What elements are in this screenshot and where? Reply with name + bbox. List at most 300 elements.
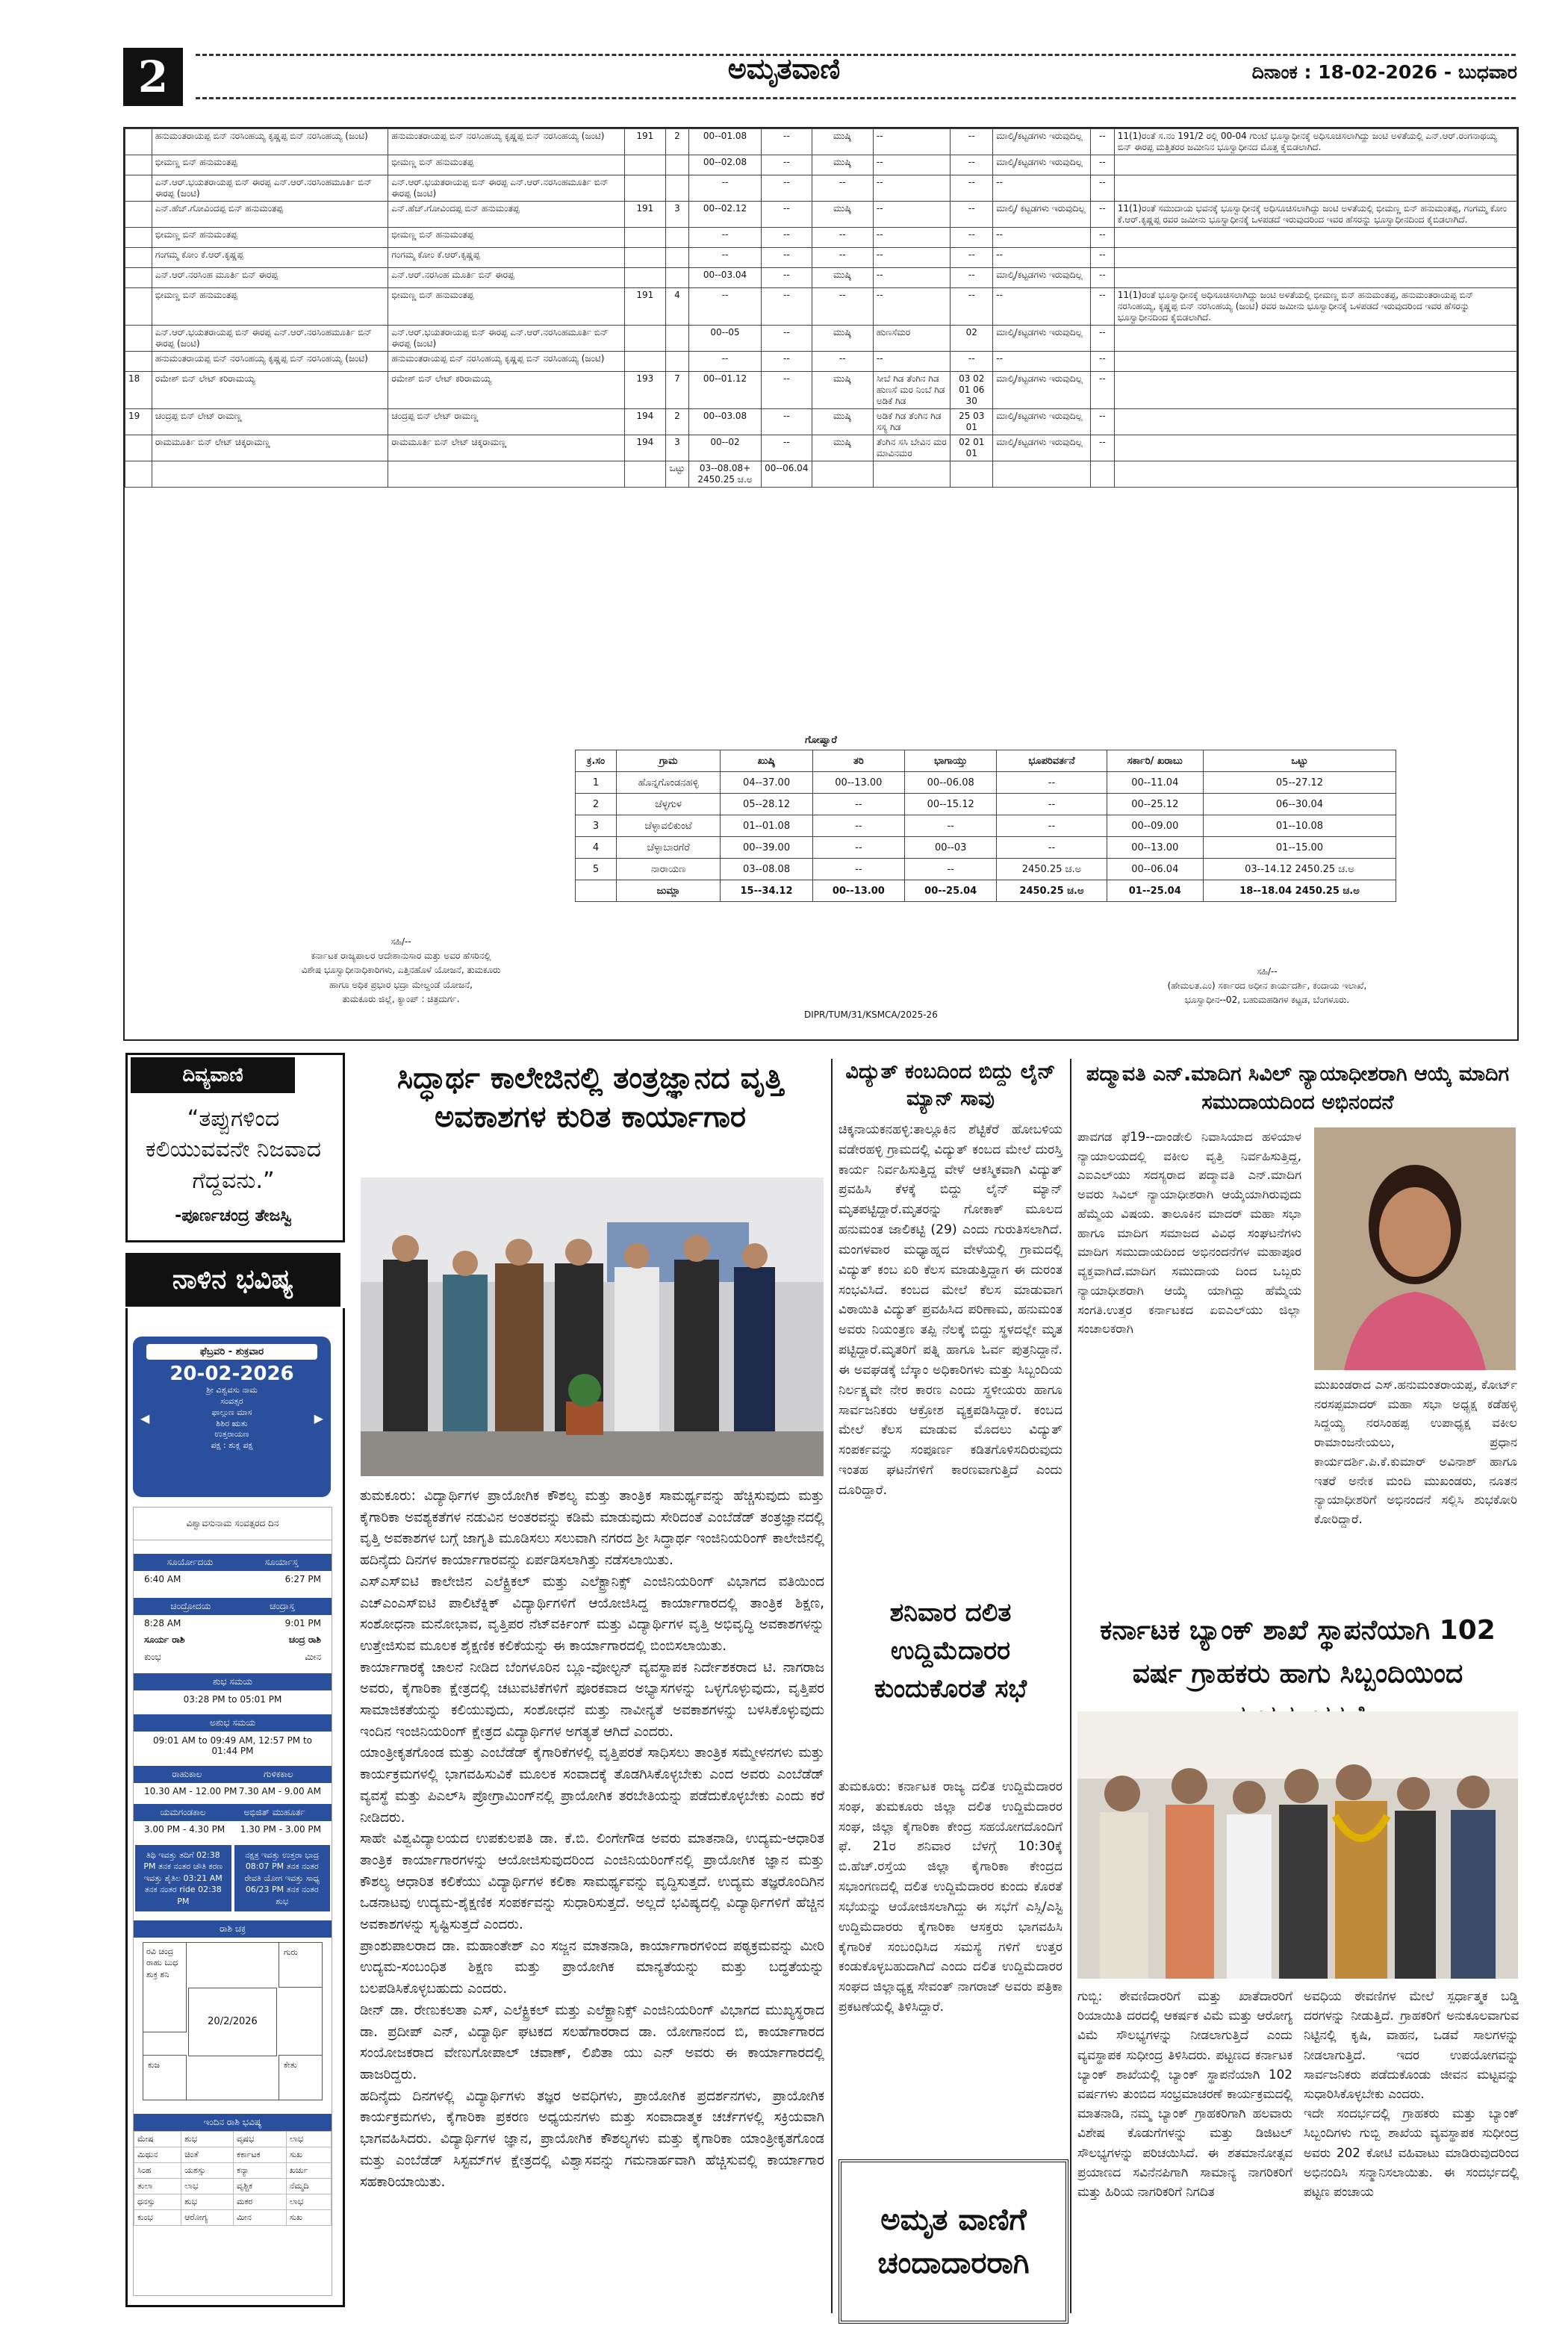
daily-rashi-cell: ಶುಭ	[181, 2131, 234, 2147]
land-table-cell: --	[873, 202, 950, 228]
column-divider-2	[1070, 1059, 1071, 2313]
land-table-cell	[388, 461, 625, 488]
gulika-label: ಗುಳಿಕಕಾಲ	[264, 1769, 293, 1779]
abhijit-value: 1.30 PM - 3.00 PM	[240, 1824, 321, 1835]
land-table-cell: --	[1091, 228, 1115, 248]
land-table-cell: ಮುಷ್ಕಿ	[812, 409, 873, 435]
column-divider-1	[831, 1059, 833, 2313]
land-table-cell: 11(1)ರಂತೆ ಸ.ನಂ 191/2 ರಲ್ಲಿ 00-04 ಗುಂಟೆ ಭೂಸ್ವಾಧೀನಕ್ಕೆ ಅಧಿಸೂಚಿಸಲಾಗಿದ್ದು ಜಂಟಿ ಅಳತೆಯಲ್ಲಿ ಎನ್.ಆರ್.ರಂಗನಾಥಯ್ಯ ಬಿನ್ ಈರಪ್ಪ ಮತ್ತಿತರರ ಜಮೀನಿನ ಭೂಸ್ವಾಧೀನದ ಮೊತ್ತ ಕೈಬಿಡಲಾಗಿದೆ.	[1114, 129, 1516, 155]
land-table-cell	[125, 288, 152, 326]
land-table-cell: 2	[665, 129, 688, 155]
land-table-cell: ಮುಷ್ಕಿ	[812, 129, 873, 155]
land-table-cell: ಮುಷ್ಕಿ	[812, 372, 873, 409]
land-table-cell: --	[951, 248, 993, 268]
land-table-cell: --	[1091, 352, 1115, 372]
summary-cell: 05--27.12	[1203, 772, 1396, 794]
land-table-cell: ಎನ್.ಆರ್.ಭಯತರಾಯಪ್ಪ ಬಿನ್ ಈರಪ್ಪ ಎನ್.ಆರ್.ನರಸಿಂಹಮೂರ್ತಿ ಬಿನ್ ಈರಪ್ಪ (ಜಂಟಿ)	[388, 326, 625, 352]
summary-cell: --	[905, 859, 997, 880]
daily-rashi-table	[134, 2131, 332, 2226]
summary-cell: 2	[576, 794, 617, 815]
daily-rashi-row	[134, 2131, 332, 2147]
land-table-row	[125, 129, 1517, 155]
land-table-cell: --	[762, 288, 812, 326]
summary-row	[576, 815, 1396, 837]
land-table-cell: ಭೀಮಣ್ಣ ಬಿನ್ ಹನುಮಂತಪ್ಪ	[152, 155, 388, 175]
daily-rashi-row	[134, 2162, 332, 2178]
land-table-cell: ಹನುಮಂತರಾಯಪ್ಪ ಬಿನ್ ನರಸಿಂಹಯ್ಯ ಕೃಷ್ಣಪ್ಪ ಬಿನ್ ನರಸಿಂಹಯ್ಯ (ಜಂಟಿ)	[152, 352, 388, 372]
summary-row	[576, 837, 1396, 859]
signature-left-line: ತುಮಕೂರು ಜಿಲ್ಲೆ, ಕ್ಯಾಂಪ್ : ಚಿತ್ರದುರ್ಗ.	[342, 993, 460, 1004]
signature-left	[140, 935, 662, 1007]
land-table-cell: --	[812, 352, 873, 372]
land-table-cell: 11(1)ರಂತೆ ಸಮುದಾಯ ಭವನಕ್ಕೆ ಭೂಸ್ವಾಧೀನಕ್ಕೆ ಅಧಿಸೂಚಿಸಲಾಗಿದ್ದು ಜಂಟಿ ಅಳತೆಯಲ್ಲಿ ಭೀಮಣ್ಣ ಬಿನ್ ಹನುಮಂತಪ್ಪ, ಗಂಗಮ್ಮ ಕೋಂ ಕೆ.ಆರ್.ಕೃಷ್ಣಪ್ಪ ರವರ ಜಮೀನು ಭೂಸ್ವಾಧೀನಕ್ಕೆ ಒಳಪಡದೆ ಇರುವುದರಿಂದ ಇವರ ಹೆಸರನ್ನು ಭೂಸ್ವಾಧೀನದಿಂದ ಕೈಬಿಡಲಾಗಿದೆ.	[1114, 202, 1516, 228]
land-table-cell: ಎನ್.ಆರ್.ಭಯತರಾಯಪ್ಪ ಬಿನ್ ಈರಪ್ಪ ಎನ್.ಆರ್.ನರಸಿಂಹಮೂರ್ತಿ ಬಿನ್ ಈರಪ್ಪ (ಜಂಟಿ)	[152, 175, 388, 202]
land-table-cell: --	[951, 175, 993, 202]
summary-cell: 01--25.04	[1107, 880, 1203, 902]
land-table-row	[125, 409, 1517, 435]
land-table-cell: --	[873, 129, 950, 155]
land-table-cell: ರಮೇಶ್ ಬಿನ್ ಲೇಟ್ ಕರಿರಾಮಯ್ಯ	[152, 372, 388, 409]
land-table-cell: ತೆಂಗಿನ ಸಸಿ ಬೇವಿನ ಮರ ಮಾವಿನಮರ	[873, 435, 950, 461]
daily-rashi-row	[134, 2209, 332, 2225]
daily-rashi-cell: ತುಲಾ	[134, 2178, 181, 2194]
summary-cell: 00--25.12	[1107, 794, 1203, 815]
daily-rashi-cell: ಧನಸ್ಸು	[134, 2194, 181, 2209]
summary-cell: ಜುಮ್ಲಾ	[616, 880, 720, 902]
land-table-cell	[624, 248, 665, 268]
land-table-cell: ಮುಷ್ಕಿ	[812, 155, 873, 175]
land-table-cell	[624, 461, 665, 488]
daily-rashi-cell: ನೆಮ್ಮದಿ	[286, 2178, 331, 2194]
summary-header-cell: ಕ್ರ.ಸಂ	[576, 750, 617, 772]
land-table-cell: ಎನ್.ಆರ್.ನರಸಿಂಹ ಮೂರ್ತಿ ಬಿನ್ ಈರಪ್ಪ	[388, 268, 625, 288]
prev-arrow-icon[interactable]: ◀	[140, 1411, 150, 1426]
land-table-row	[125, 228, 1517, 248]
moonrise-value: 8:28 AM	[144, 1618, 181, 1628]
signature-left-line: ಹಾಗೂ ಅಧಿಕ ಪ್ರಭಾರ ಭದ್ರಾ ಮೇಲ್ದಂಡೆ ಯೋಜನೆ,	[329, 979, 473, 990]
daily-rashi-cell: ಸಿಂಹ	[134, 2162, 181, 2178]
land-table-cell: ಮುಷ್ಕಿ	[812, 202, 873, 228]
signature-left-line: ಸಹಿ/--	[391, 936, 411, 947]
land-table-cell: --	[993, 228, 1091, 248]
daily-rashi-cell: ವೃಷಭ	[234, 2131, 287, 2147]
land-table-cell: ಮಾಲ್ಕಿ/ಕಟ್ಟಡಗಳು ಇರುವುದಿಲ್ಲ	[993, 326, 1091, 352]
sunset-label: ಸೂರ್ಯಾಸ್ತ	[264, 1557, 299, 1567]
land-table-cell: 19	[125, 409, 152, 435]
land-table-cell: --	[812, 228, 873, 248]
land-table-cell: --	[762, 435, 812, 461]
ashubha-label: ಅಶುಭ ಸಮಯ	[134, 1714, 332, 1732]
summary-cell: 03--14.12 2450.25 ಚ.ಅ	[1203, 859, 1396, 880]
calendar-detail-line: ಶ್ರೀ ವಿಶ್ವವಸು ನಾಮ	[206, 1385, 258, 1395]
land-table-cell: --	[762, 409, 812, 435]
land-table-cell: ಮಾಲ್ಕಿ/ ಕಟ್ಟಡಗಳು ಇರುವುದಿಲ್ಲ	[993, 202, 1091, 228]
land-table-cell	[812, 461, 873, 488]
summary-cell: 00--13.00	[812, 880, 904, 902]
land-table-cell: --	[1091, 155, 1115, 175]
land-table-cell: 00--05	[689, 326, 762, 352]
land-table-cell	[125, 268, 152, 288]
summary-row	[576, 880, 1396, 902]
land-table-cell	[152, 461, 388, 488]
land-table-cell: --	[762, 202, 812, 228]
land-table-cell: --	[689, 248, 762, 268]
moonset-value: 9:01 PM	[284, 1618, 321, 1628]
calendar-month: ಫೆಬ್ರವರಿ - ಶುಕ್ರವಾರ	[146, 1344, 317, 1360]
panchanga-table	[133, 1507, 332, 2296]
land-table-cell: --	[689, 352, 762, 372]
page-number: 2	[123, 48, 183, 106]
land-table-cell: --	[1091, 409, 1115, 435]
summary-cell: 00--06.04	[1107, 859, 1203, 880]
land-table-cell: ಗಂಗಮ್ಮ ಕೋಂ ಕೆ.ಆರ್.ಕೃಷ್ಣಪ್ಪ	[152, 248, 388, 268]
chakra-date: 20/2/2026	[188, 1988, 277, 2056]
land-table-cell	[1114, 155, 1516, 175]
land-table-cell	[665, 228, 688, 248]
article2-body: ಚಿಕ್ಕನಾಯಕನಹಳ್ಳಿ:ತಾಲ್ಲೂಕಿನ ಶೆಟ್ಟಿಕೆರೆ ಹೋಬಳಿಯ ವಡೇರಹಳ್ಳಿ ಗ್ರಾಮದಲ್ಲಿ ವಿದ್ಯುತ್ ಕಂಬದ ಮೇಲೆ ದುರಸ್ತಿ ಕಾರ್ಯ ನಿರ್ವಹಿಸುತ್ತಿದ್ದ ವೇಳೆ ಆಕಸ್ಮಿಕವಾಗಿ ವಿದ್ಯುತ್ ಪ್ರವಹಿಸಿ ಕೆಳಕ್ಕೆ ಬಿದ್ದು ಲೈನ್ ಮ್ಯಾನ್ ಮೃತಪಟ್ಟಿದ್ದಾರೆ.ಮೃತರನ್ನು ಗೋಕಾಕ್ ಮೂಲದ ಹನುಮಂತ ಜಾಲಿಕಟ್ಟಿ (29) ಎಂದು ಗುರುತಿಸಲಾಗಿದೆ. ಮಂಗಳವಾರ ಮಧ್ಯಾಹ್ನದ ವೇಳೆಯಲ್ಲಿ ಗ್ರಾಮದಲ್ಲಿ ವಿದ್ಯುತ್ ಕಂಬ ಏರಿ ಕೆಲಸ ಮಾಡುತ್ತಿದ್ದಾಗ ಈ ದುರಂತ ಸಂಭವಿಸಿದೆ. ಕಂಬದ ಮೇಲೆ ಕೆಲಸ ಮಾಡುವಾಗ ವಿಠಾಯಿತಿ ವಿದ್ಯುತ್ ಪ್ರವಹಿಸಿದ ಪರಿಣಾಮ, ಹನುಮಂತ ಅವರು ನಿಯಂತ್ರಣ ತಪ್ಪಿ ನೆಲಕ್ಕೆ ಬಿದ್ದು ಸ್ಥಳದಲ್ಲೇ ಮೃತ ಪಟ್ಟಿದ್ದಾರೆ.ಮೃತರಿಗೆ ಪತ್ನಿ ಹಾಗೂ ಓರ್ವ ಪುತ್ರನಿದ್ದಾನೆ. ಈ ಅವಘಡಕ್ಕೆ ಬೆಸ್ಕಾಂ ಅಧಿಕಾರಿಗಳು ಮತ್ತು ಸಿಬ್ಬಂದಿಯ ನಿರ್ಲಕ್ಷ್ಯವೇ ನೇರ ಕಾರಣ ಎಂದು ಸ್ಥಳೀಯರು ಹಾಗೂ ಸಾರ್ವಜನಿಕರು ಆಕ್ರೋಶ ವ್ಯಕ್ತಪಡಿಸಿದ್ದಾರೆ. ಕಂಬದ ಮೇಲೆ ಕೆಲಸ ಮಾಡುವ ಮೊದಲು ವಿದ್ಯುತ್ ಸಂಪರ್ಕವನ್ನು ಸಂಪೂರ್ಣ ಕಡಿತಗೊಳಿಸದಿರುವುದು ಇಂತಹ ಘಟನೆಗಳಿಗೆ ಕಾರಣವಾಗುತ್ತಿದೆ ಎಂದು ದೂರಿದ್ದಾರೆ.	[839, 1122, 1063, 1498]
surya-rashi-value: ಕುಂಭ	[144, 1652, 161, 1662]
land-table-cell: --	[762, 268, 812, 288]
calendar-details	[206, 1385, 258, 1452]
land-table-cell: --	[762, 129, 812, 155]
moonset-label: ಚಂದ್ರಾಸ್ತ	[270, 1601, 295, 1611]
land-table-cell	[125, 461, 152, 488]
land-table-cell	[624, 228, 665, 248]
land-table-cell: ಮುಷ್ಕಿ	[812, 326, 873, 352]
land-table-cell: ಹನುಮಂತರಾಯಪ್ಪ ಬಿನ್ ನರಸಿಂಹಯ್ಯ ಕೃಷ್ಣಪ್ಪ ಬಿನ್ ನರಸಿಂಹಯ್ಯ (ಜಂಟಿ)	[152, 129, 388, 155]
summary-cell: --	[812, 815, 904, 837]
summary-cell: --	[812, 794, 904, 815]
land-table-cell: ಮಾಲ್ಕಿ/ಕಟ್ಟಡಗಳು ಇರುವುದಿಲ್ಲ	[993, 155, 1091, 175]
subscribe-ad-line2: ಚಂದಾದಾರರಾಗಿ	[877, 2246, 1030, 2280]
land-table-cell: ಮಾಲ್ಕಿ/ಕಟ್ಟಡಗಳು ಇರುವುದಿಲ್ಲ	[993, 409, 1091, 435]
land-table-cell	[873, 461, 950, 488]
land-table-cell	[665, 248, 688, 268]
summary-cell: --	[997, 794, 1107, 815]
land-table-cell: 00--02.12	[689, 202, 762, 228]
divyavani-title: ದಿವ್ಯವಾಣಿ	[131, 1057, 295, 1093]
land-table-row	[125, 175, 1517, 202]
masthead-rule-bottom	[196, 97, 1516, 99]
calendar-detail-line: ಪಕ್ಷ : ಶುಕ್ಲ ಪಕ್ಷ	[211, 1440, 253, 1451]
summary-header-cell: ಸರ್ಕಾರಿ/ ಖರಾಬು	[1107, 750, 1203, 772]
article5-body-left: ಗುಬ್ಬಿ: ಠೇವಣಿದಾರರಿಗೆ ಮತ್ತು ಖಾತೆದಾರರಿಗೆ ರಿಯಾಯಿತಿ ದರದಲ್ಲಿ ಆಕರ್ಷಕ ವಿಮೆ ಮತ್ತು ಆರೋಗ್ಯ ವಿಮೆ ಸೌಲಭ್ಯಗಳನ್ನು ನೀಡಲಾಗುತ್ತಿದೆ ಎಂದು ವ್ಯವಸ್ಥಾಪಕ ಸುಧೀಂದ್ರ ತಿಳಿಸಿದರು. ಪಟ್ಟಣದ ಕರ್ನಾಟಕ ಬ್ಯಾಂಕ್ ಶಾಖೆಯಲ್ಲಿ ಬ್ಯಾಂಕ್ ಸ್ಥಾಪನೆಯಾಗಿ 102 ವರ್ಷಗಳು ತುಂಬಿದ ಸಂಭ್ರಮಾಚರಣೆ ಕಾರ್ಯಕ್ರಮದಲ್ಲಿ ಮಾತನಾಡಿ, ನಮ್ಮ ಬ್ಯಾಂಕ್ ಗ್ರಾಹಕರಿಗಾಗಿ ಹಲವಾರು ವಿಶೇಷ ಕೊಡುಗೆಗಳನ್ನು ಮತ್ತು ಡಿಜಿಟಲ್ ಸೌಲಭ್ಯಗಳನ್ನು ಪರಿಚಯಿಸಿದೆ. ಈ ಶತಮಾನೋತ್ಸವ ಪ್ರಯಾಣದ ಸವಿನೆನಪಿಗಾಗಿ ಸಾಮಾನ್ಯ ನಾಗರಿಕರಿಗೆ ಮತ್ತು ಹಿರಿಯ ನಾಗರಿಕರಿಗೆ ನಿಗದಿತ	[1077, 1988, 1292, 2200]
summary-cell: 00--11.04	[1107, 772, 1203, 794]
land-table-cell: --	[1091, 248, 1115, 268]
summary-header-cell: ಭೂಪರಿವರ್ತನೆ	[997, 750, 1107, 772]
land-table-cell: --	[993, 248, 1091, 268]
calendar-detail-line: ಸಂವತ್ಸರ	[220, 1396, 243, 1406]
land-table-cell: ಮುಷ್ಕಿ	[812, 268, 873, 288]
land-table-cell: ಎನ್.ಆರ್.ನರಸಿಂಹ ಮೂರ್ತಿ ಬಿನ್ ಈರಪ್ಪ	[152, 268, 388, 288]
ashubha-value: 09:01 AM to 09:49 AM, 12:57 PM to 01:44 PM	[152, 1735, 313, 1756]
summary-header-row	[576, 750, 1396, 772]
calendar-detail-line: ಫಾಲ್ಗುಣ ಮಾಸ	[211, 1407, 252, 1417]
land-table-cell	[665, 175, 688, 202]
land-table-cell: --	[812, 288, 873, 326]
land-table-row	[125, 248, 1517, 268]
land-table-cell: ಮುಷ್ಕಿ	[812, 435, 873, 461]
gulika-value: 7.30 AM - 9.00 AM	[238, 1786, 321, 1796]
land-table-cell: 02 01 01	[951, 435, 993, 461]
summary-cell	[576, 880, 617, 902]
land-table-cell	[1114, 461, 1516, 488]
land-table-cell	[1114, 326, 1516, 352]
land-table-cell: 11(1)ರಂತೆ ಭೂಸ್ವಾಧೀನಕ್ಕೆ ಅಧಿಸೂಚಿಸಲಾಗಿದ್ದು ಜಂಟಿ ಅಳತೆಯಲ್ಲಿ ಭೀಮಣ್ಣ ಬಿನ್ ಹನುಮಂತಪ್ಪ, ಹನುಮಂತರಾಯಪ್ಪ ಬಿನ್ ನರಸಿಂಹಯ್ಯ, ಕೃಷ್ಣಪ್ಪ ಬಿನ್ ನರಸಿಂಹಯ್ಯ (ಜಂಟಿ) ರವರ ಜಮೀನು ಭೂಸ್ವಾಧೀನಕ್ಕೆ ಒಳಪಡದೆ ಇರುವುದರಿಂದ ಇವರ ಹೆಸರನ್ನು ಭೂಸ್ವಾಧೀನದಿಂದ ಕೈಬಿಡಲಾಗಿದೆ.	[1114, 288, 1516, 326]
land-table-row	[125, 372, 1517, 409]
land-table-cell	[624, 155, 665, 175]
land-table-cell	[125, 129, 152, 155]
land-table-cell: ಅಡಿಕೆ ಗಿಡ ತೆಂಗಿನ ಗಿಡ ಸಸ್ಯ ಗಿಡ	[873, 409, 950, 435]
land-table-cell	[1091, 461, 1115, 488]
land-table-cell: --	[951, 352, 993, 372]
summary-cell: 00--15.12	[905, 794, 997, 815]
land-table-cell: ಮಾಲ್ಕಿ/ಕಟ್ಟಡಗಳು ಇರುವುದಿಲ್ಲ	[993, 129, 1091, 155]
land-table-cell: ಭೀಮಣ್ಣ ಬಿನ್ ಹನುಮಂತಪ್ಪ	[388, 228, 625, 248]
summary-cell: 01--15.00	[1203, 837, 1396, 859]
land-table-cell	[624, 268, 665, 288]
daily-rashi-cell: ಆರೋಗ್ಯ	[181, 2209, 234, 2225]
land-table-cell: ಹನುಮಂತರಾಯಪ್ಪ ಬಿನ್ ನರಸಿಂಹಯ್ಯ ಕೃಷ್ಣಪ್ಪ ಬಿನ್ ನರಸಿಂಹಯ್ಯ (ಜಂಟಿ)	[388, 129, 625, 155]
land-table-cell: --	[993, 288, 1091, 326]
land-table-cell: ಎನ್.ಆರ್.ಭಯತರಾಯಪ್ಪ ಬಿನ್ ಈರಪ್ಪ ಎನ್.ಆರ್.ನರಸಿಂಹಮೂರ್ತಿ ಬಿನ್ ಈರಪ್ಪ (ಜಂಟಿ)	[388, 175, 625, 202]
judge-portrait-photo	[1314, 1127, 1516, 1370]
land-table-cell: ಮಾಲ್ಕಿ/ಕಟ್ಟಡಗಳು ಇರುವುದಿಲ್ಲ	[993, 268, 1091, 288]
summary-cell: 05--28.12	[721, 794, 812, 815]
summary-cell: ಚೆಳ್ಳಾವಲಿಕುಂಟೆ	[616, 815, 720, 837]
summary-title: ಗೋಷ್ವಾರೆ	[805, 735, 837, 746]
land-table-cell	[665, 352, 688, 372]
land-table-cell: 194	[624, 409, 665, 435]
land-table-cell: ಹುಣಸೆಮರ	[873, 326, 950, 352]
land-table-cell: --	[689, 228, 762, 248]
land-table-cell: --	[762, 352, 812, 372]
article1-headline: ಸಿದ್ಧಾರ್ಥ ಕಾಲೇಜಿನಲ್ಲಿ ತಂತ್ರಜ್ಞಾನದ ವೃತ್ತಿ ಅವಕಾಶಗಳ ಕುರಿತ ಕಾರ್ಯಾಗಾರ	[396, 1061, 784, 1134]
land-table-cell	[1114, 435, 1516, 461]
summary-cell: ಹೊನ್ನಗೊಂಡನಹಳ್ಳಿ	[616, 772, 720, 794]
land-table-cell	[1114, 352, 1516, 372]
land-table-cell: 00--01.12	[689, 372, 762, 409]
land-table-cell	[1114, 372, 1516, 409]
summary-cell: 3	[576, 815, 617, 837]
rahu-label: ರಾಹುಕಾಲ	[172, 1769, 202, 1779]
land-table-cell: 194	[624, 435, 665, 461]
land-table-cell: --	[812, 248, 873, 268]
land-table-cell	[125, 352, 152, 372]
yamaganda-label: ಯಮಗಂಡಕಾಲ	[160, 1807, 206, 1817]
daily-rashi-cell: ಚಿಂತೆ	[181, 2147, 234, 2162]
summary-cell: ನಾರಾಯಣ	[616, 859, 720, 880]
land-table-cell: --	[1091, 288, 1115, 326]
daily-rashi-cell: ವೃಶ್ಚಿಕ	[234, 2178, 287, 2194]
land-table-cell: 7	[665, 372, 688, 409]
summary-cell: 06--30.04	[1203, 794, 1396, 815]
summary-cell: --	[812, 837, 904, 859]
land-table-row	[125, 155, 1517, 175]
land-table-cell: --	[951, 129, 993, 155]
land-table-cell: --	[762, 248, 812, 268]
land-table-cell: ಚಂದ್ರಪ್ಪ ಬಿನ್ ಲೇಟ್ ರಾಮಣ್ಣ	[388, 409, 625, 435]
land-table-cell: ಭೀಮಣ್ಣ ಬಿನ್ ಹನುಮಂತಪ್ಪ	[152, 228, 388, 248]
daily-rashi-row	[134, 2194, 332, 2209]
signature-left-line: ಕರ್ನಾಟಕ ರಾಜ್ಯಪಾಲರ ಆದೇಶಾನುಸಾರ ಮತ್ತು ಅವರ ಹೆಸರಿನಲ್ಲಿ	[311, 951, 491, 962]
summary-header-cell: ಒಟ್ಟು	[1203, 750, 1396, 772]
summary-header-cell: ಭಾಗಾಯ್ತು	[905, 750, 997, 772]
summary-cell: 2450.25 ಚ.ಅ	[997, 880, 1107, 902]
daily-rashi-cell: ಮಿಥುನ	[134, 2147, 181, 2162]
summary-cell: --	[997, 815, 1107, 837]
land-table-cell: --	[873, 248, 950, 268]
land-table-cell: --	[873, 288, 950, 326]
article4-body-top: ಪಾವಗಡ ಫೆ19--ದಾಂಡೇಲಿ ನಿವಾಸಿಯಾದ ಹಳಿಯಾಳ ನ್ಯಾಯಾಲಯದಲ್ಲಿ ವಕೀಲ ವೃತ್ತಿ ನಿರ್ವಹಿಸುತ್ತಿದ್ದ, ಎಐಎಲ್‌ಯು ಸದಸ್ಯರಾದ ಪದ್ಮಾವತಿ ಎನ್.ಮಾದಿಗ ಅವರು ಸಿವಿಲ್ ನ್ಯಾಯಾಧೀಶರಾಗಿ ಆಯ್ಕೆಯಾಗಿರುವುದು ಹೆಮ್ಮೆಯ ವಿಷಯ. ತಾಲೂಕಿನ ಮಾದರ್ ಮಹಾ ಸಭಾ ಹಾಗೂ ಮಾದಿಗ ಸಮಾಜದ ವಿವಿಧ ಸಂಘಟನೆಗಳು ಮಾದಿಗ ಸಮುದಾಯದಿಂದ ಅಭಿನಂದನೆಗಳ ಮಹಾಪೂರ ವ್ಯಕ್ತವಾಗಿದೆ.ಮಾದಿಗ ಸಮುದಾಯ ದಿಂದ ಒಬ್ಬರು ನ್ಯಾಯಾಧೀಶರಾಗಿ ಆಯ್ಕೆ ಯಾಗಿದ್ದು ಹೆಮ್ಮೆಯ ಸಂಗತಿ.ಉತ್ತರ ಕರ್ನಾಟಕದ ಏಐಎಲ್‌ಯು ಜಿಲ್ಲಾ ಸಂಚಾಲಕರಾಗಿ	[1077, 1130, 1301, 1337]
summary-header-cell: ತರಿ	[812, 750, 904, 772]
summary-cell: 00--03	[905, 837, 997, 859]
land-table-cell	[624, 326, 665, 352]
land-table-cell: 191	[624, 129, 665, 155]
land-table-cell	[125, 202, 152, 228]
land-table-cell	[1114, 268, 1516, 288]
summary-cell: 1	[576, 772, 617, 794]
daily-rashi-cell: ಕರ್ಕಾಟಕ	[234, 2147, 287, 2162]
land-table-cell: --	[873, 228, 950, 248]
summary-row	[576, 772, 1396, 794]
land-table-row	[125, 288, 1517, 326]
land-table-cell	[125, 175, 152, 202]
newspaper-title: ಅಮೃತವಾಣಿ	[727, 52, 841, 85]
signature-left-line: ವಿಶೇಷ ಭೂಸ್ವಾಧೀನಾಧಿಕಾರಿಗಳು, ಎತ್ತಿನಹೊಳೆ ಯೋಜನೆ, ತುಮಕೂರು	[301, 965, 501, 976]
summary-cell: ಚೆಳ್ಳಾಬಾರಗೆರೆ	[616, 837, 720, 859]
divyavani-author: -ಪೂರ್ಣಚಂದ್ರ ತೇಜಸ್ವಿ	[175, 1207, 292, 1225]
signature-right-line: (ಹೇಮಲತ.ಎಂ) ಸರ್ಕಾರದ ಅಧೀನ ಕಾರ್ಯದರ್ಶಿ, ಕಂದಾಯ ಇಲಾಖೆ,	[1167, 980, 1367, 992]
land-table-cell: --	[951, 268, 993, 288]
article3-headline: ಶನಿವಾರ ದಲಿತ ಉದ್ದಿಮೆದಾರರ ಕುಂದುಕೊರತೆ ಸಭೆ	[874, 1598, 1027, 1704]
land-table-cell: --	[873, 175, 950, 202]
next-arrow-icon[interactable]: ▶	[314, 1411, 323, 1426]
daily-rashi-cell: ಖರ್ಚು	[286, 2162, 331, 2178]
land-table-cell	[993, 461, 1091, 488]
bhavishya-title: ನಾಳಿನ ಭವಿಷ್ಯ	[125, 1253, 340, 1307]
moonrise-label: ಚಂದ್ರೋದಯ	[170, 1601, 211, 1611]
land-table-cell	[1114, 175, 1516, 202]
land-table-cell: --	[762, 372, 812, 409]
land-table-cell: --	[689, 175, 762, 202]
summary-cell: 00--09.00	[1107, 815, 1203, 837]
rashi-chakra-title: ರಾಶಿ ಚಕ್ರ	[134, 1920, 332, 1938]
land-notification-box	[123, 127, 1519, 1041]
land-table-cell: --	[762, 175, 812, 202]
land-table-cell: --	[873, 268, 950, 288]
panchanga-title: ವಿಶ್ವಾವಸುನಾಮ ಸಂವತ್ಸರದ ದಿನ	[134, 1508, 332, 1540]
land-table-cell: --	[762, 155, 812, 175]
land-table-cell: 03--08.08+ 2450.25 ಚ.ಅ	[689, 461, 762, 488]
rashi-chakra	[143, 1942, 323, 2100]
subscribe-ad	[839, 2159, 1068, 2324]
land-table-cell: 00--02	[689, 435, 762, 461]
chandra-rashi-value: ಮೀನ	[305, 1652, 321, 1662]
land-table-cell: ಹನುಮಂತರಾಯಪ್ಪ ಬಿನ್ ನರಸಿಂಹಯ್ಯ ಕೃಷ್ಣಪ್ಪ ಬಿನ್ ನರಸಿಂಹಯ್ಯ (ಜಂಟಿ)	[388, 352, 625, 372]
land-table-cell: --	[873, 352, 950, 372]
land-table-cell: ರಾಮಮೂರ್ತಿ ಬಿನ್ ಲೇಟ್ ಚಿಕ್ಕರಾಮಣ್ಣ	[388, 435, 625, 461]
summary-table	[575, 750, 1396, 902]
land-table-cell: 00--03.08	[689, 409, 762, 435]
summary-row	[576, 859, 1396, 880]
article5-headline: ಕರ್ನಾಟಕ ಬ್ಯಾಂಕ್ ಶಾಖೆ ಸ್ಥಾಪನೆಯಾಗಿ 102 ವರ್ಷ ಗ್ರಾಹಕರು ಹಾಗು ಸಿಬ್ಬಂದಿಯಿಂದ	[1100, 1615, 1496, 1689]
workshop-photo	[361, 1177, 824, 1476]
land-table-cell	[951, 461, 993, 488]
land-table-cell: ಚಂದ್ರಪ್ಪ ಬಿನ್ ಲೇಟ್ ರಾಮಣ್ಣ	[152, 409, 388, 435]
summary-cell: ಚೆಳ್ಳಗುಳ	[616, 794, 720, 815]
summary-cell: 15--34.12	[721, 880, 812, 902]
summary-header-cell: ಗ್ರಾಮ	[616, 750, 720, 772]
land-table-cell: ಭೀಮಣ್ಣ ಬಿನ್ ಹನುಮಂತಪ್ಪ	[152, 288, 388, 326]
summary-cell: 18--18.04 2450.25 ಚ.ಅ	[1203, 880, 1396, 902]
land-table-cell: --	[1091, 202, 1115, 228]
land-table-cell: ಭೀಮಣ್ಣ ಬಿನ್ ಹನುಮಂತಪ್ಪ	[388, 288, 625, 326]
land-table-cell	[125, 228, 152, 248]
land-table-cell	[665, 155, 688, 175]
summary-cell: 01--01.08	[721, 815, 812, 837]
land-table-cell: 02	[951, 326, 993, 352]
daily-rashi-cell: ಮೇಷ	[134, 2131, 181, 2147]
land-table-row	[125, 202, 1517, 228]
abhijit-label: ಅಭಿಜಿತ್ ಮುಹೂರ್ತ	[243, 1807, 305, 1817]
land-table-cell: ರಮೇಶ್ ಬಿನ್ ಲೇಟ್ ಕರಿರಾಮಯ್ಯ	[388, 372, 625, 409]
shubha-label: ಶುಭ ಸಮಯ	[134, 1673, 332, 1690]
daily-rashi-cell: ಸುಖ	[286, 2209, 331, 2225]
land-table-cell: ಗಂಗಮ್ಮ ಕೋಂ ಕೆ.ಆರ್.ಕೃಷ್ಣಪ್ಪ	[388, 248, 625, 268]
land-table-row	[125, 435, 1517, 461]
daily-rashi-cell: ಮೀನ	[234, 2209, 287, 2225]
calendar-detail-line: ಶಿಶಿರ ಋತು	[216, 1418, 248, 1428]
tithi-block: ತಿಥಿ ಇವತ್ತು ತದಿಗೆ 02:38 PM ತನಕ ನಂತರ ಚೌತಿ ಕರಣ ಇವತ್ತು ಶೈತಿಲ 03:21 AM ತನಕ ನಂತರ ride 02:38 PM	[135, 1845, 231, 1911]
land-table-cell: --	[951, 202, 993, 228]
summary-cell: 2450.25 ಚ.ಅ	[997, 859, 1107, 880]
dipr-code: DIPR/TUM/31/KSMCA/2025-26	[804, 1009, 938, 1020]
calendar-card	[133, 1337, 331, 1497]
summary-cell: --	[905, 815, 997, 837]
summary-row	[576, 794, 1396, 815]
chakra-cell-3: ಕುಜ	[143, 2055, 187, 2100]
summary-cell: 00--39.00	[721, 837, 812, 859]
land-table-cell: 193	[624, 372, 665, 409]
land-table-cell	[665, 268, 688, 288]
daily-rashi-cell: ಕುಂಭ	[134, 2209, 181, 2225]
land-table-cell: 03 02 01 06 30	[951, 372, 993, 409]
land-table-cell: --	[1091, 435, 1115, 461]
summary-cell: 00--25.04	[905, 880, 997, 902]
daily-rashi-row	[134, 2178, 332, 2194]
land-table-cell: 00--06.04	[762, 461, 812, 488]
land-table-cell: --	[993, 175, 1091, 202]
land-table-cell: 18	[125, 372, 152, 409]
chakra-cell-2: ಗುರು	[279, 1943, 322, 1988]
summary-cell: --	[997, 772, 1107, 794]
summary-cell: 00--06.08	[905, 772, 997, 794]
land-table-cell: --	[762, 228, 812, 248]
land-table-row	[125, 352, 1517, 372]
nakshatra-block: ನಕ್ಷತ್ರ ಇವತ್ತು ಉತ್ತರಾ ಭಾದ್ರ 08:07 PM ತನಕ ನಂತರ ರೇವತಿ ಯೋಗ ಇವತ್ತು ಸಾಧ್ಯ 06/23 PM ತನಕ ನಂತರ ಶುಭ	[234, 1845, 331, 1911]
land-table-row	[125, 268, 1517, 288]
signature-right-line: ಸಹಿ/--	[1257, 966, 1278, 977]
daily-rashi-row	[134, 2147, 332, 2162]
sunset-value: 6:27 PM	[284, 1574, 321, 1584]
summary-cell: 5	[576, 859, 617, 880]
land-table-cell: 4	[665, 288, 688, 326]
land-table-cell: ಎನ್.ಆರ್.ಭಯತರಾಯಪ್ಪ ಬಿನ್ ಈರಪ್ಪ ಎನ್.ಆರ್.ನರಸಿಂಹಮೂರ್ತಿ ಬಿನ್ ಈರಪ್ಪ (ಜಂಟಿ)	[152, 326, 388, 352]
land-table-cell	[1114, 228, 1516, 248]
calendar-detail-line: ಉತ್ತರಾಯಣ	[214, 1429, 249, 1440]
chandra-rashi-label: ಚಂದ್ರ ರಾಶಿ	[288, 1634, 321, 1645]
